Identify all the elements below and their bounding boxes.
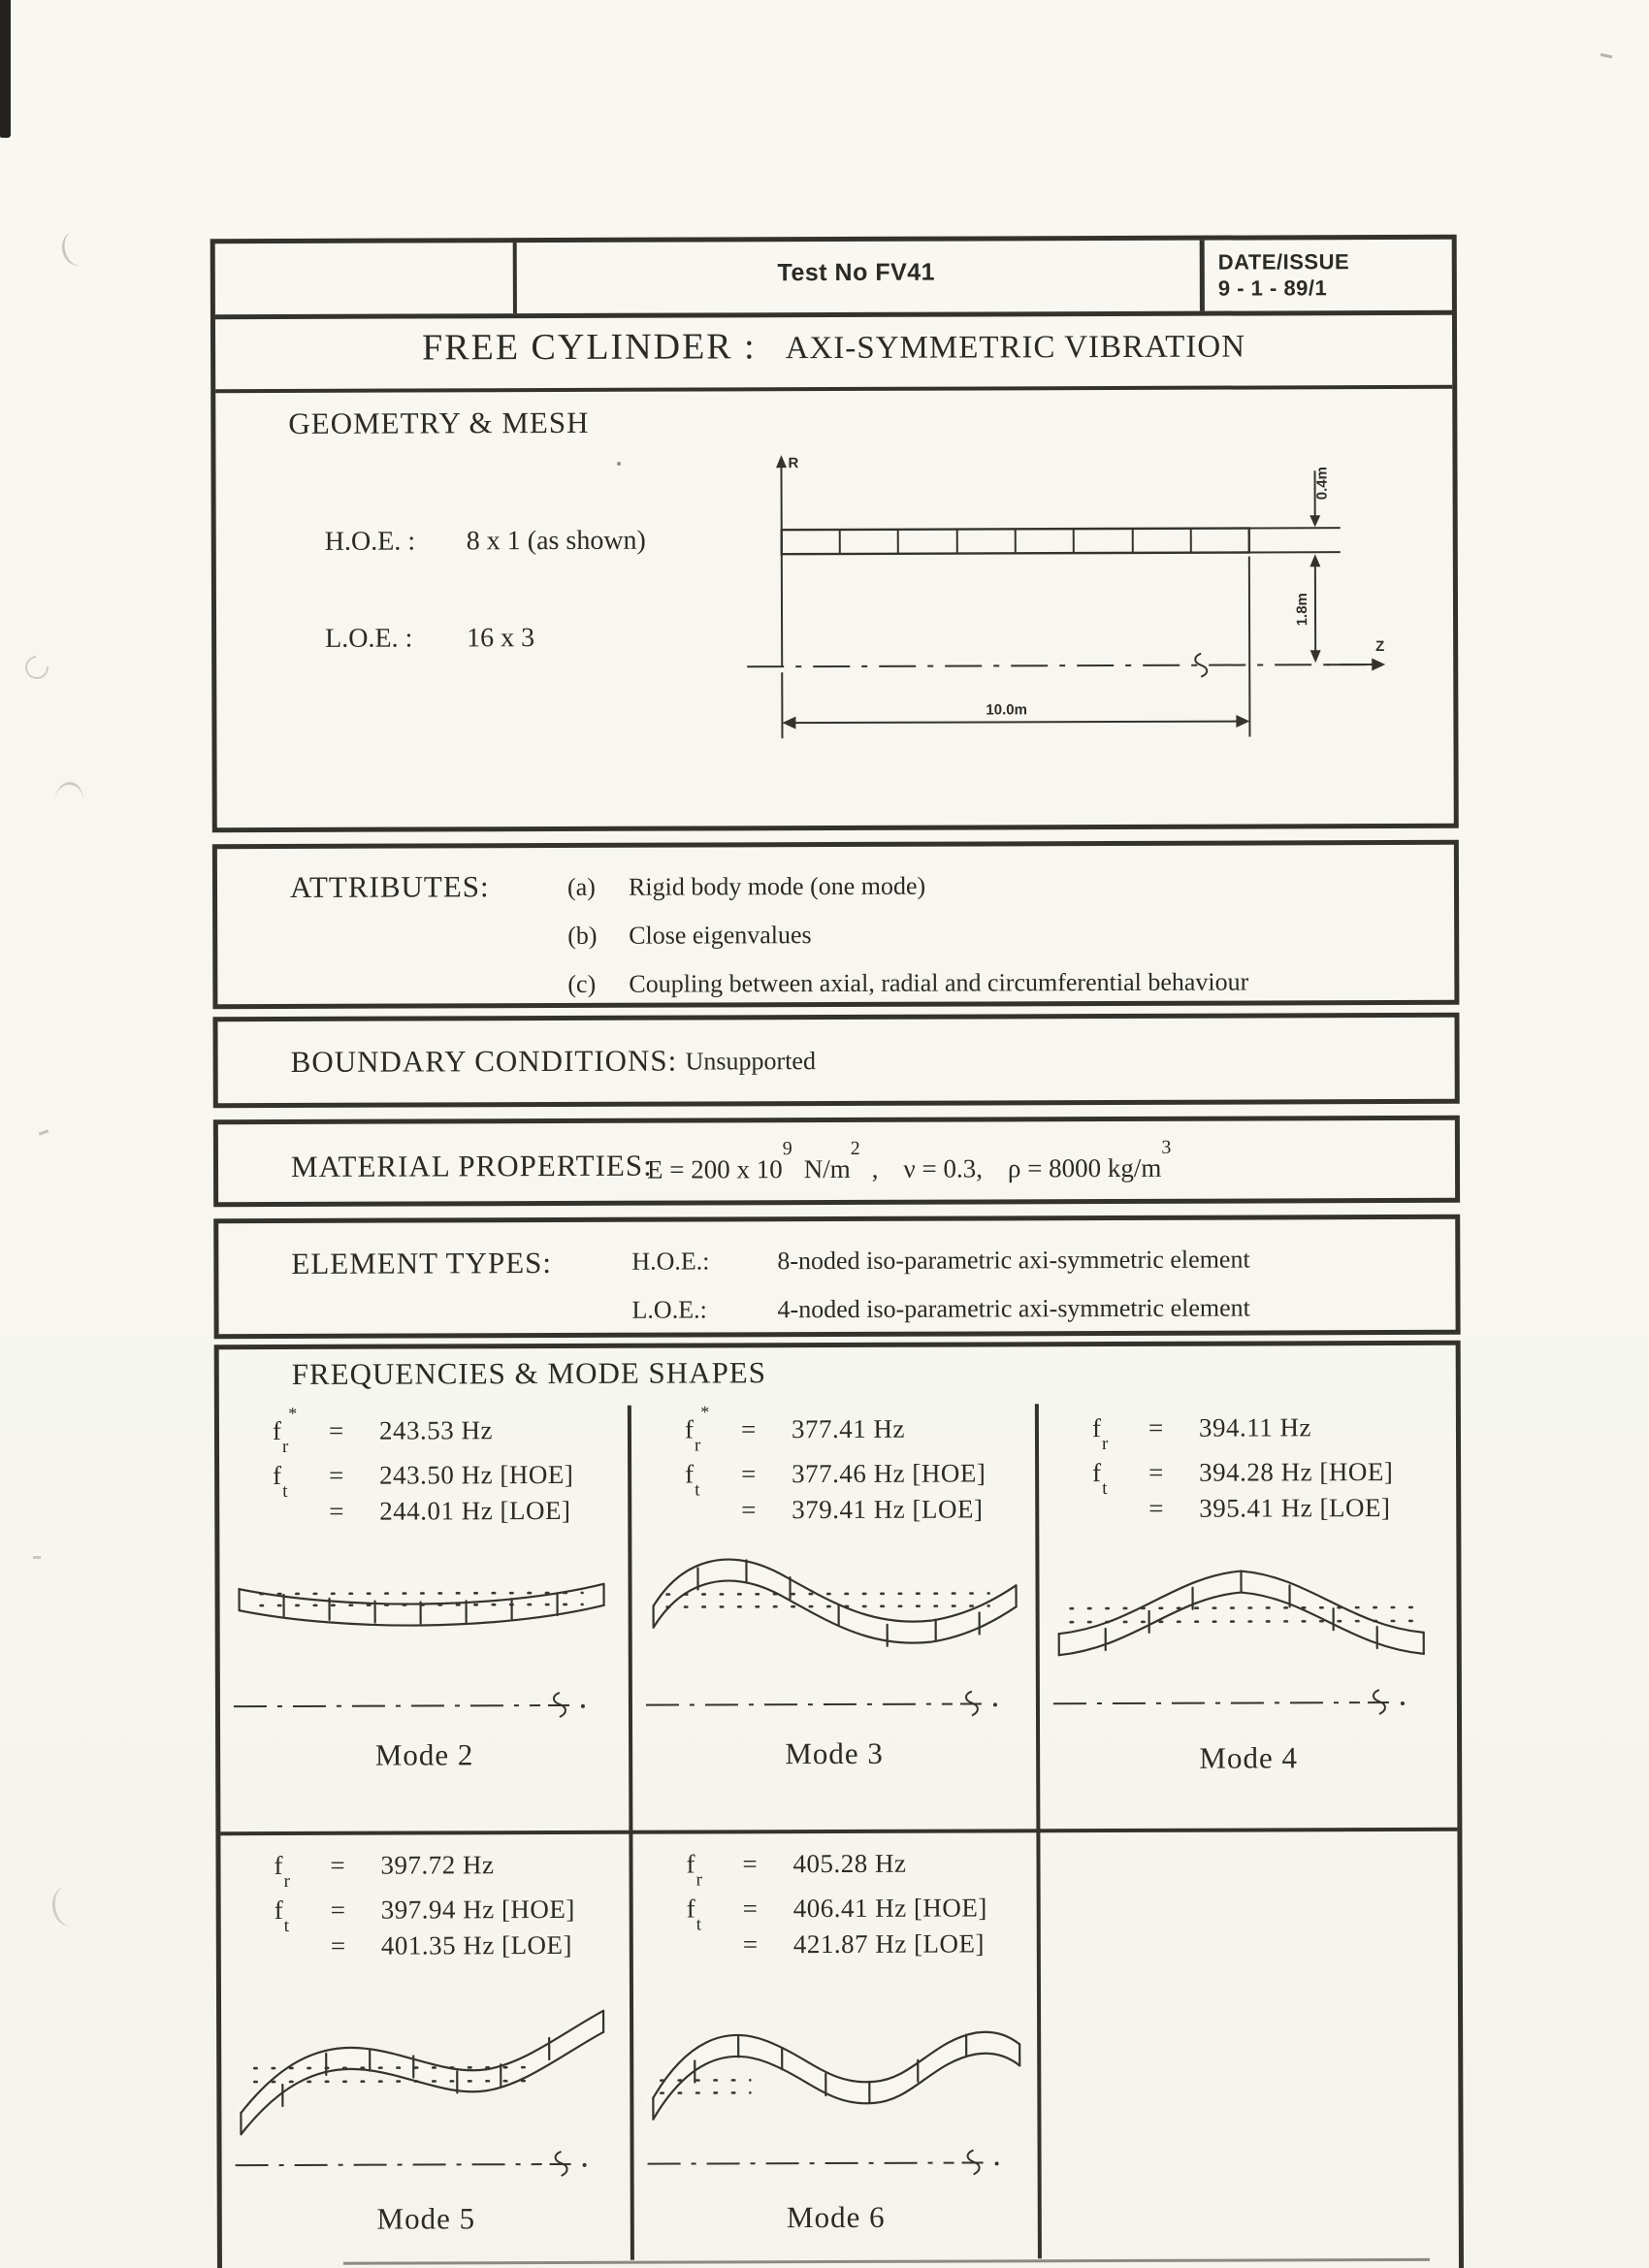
geometry-heading: GEOMETRY & MESH [288, 405, 590, 440]
length-dimension [782, 557, 1250, 739]
ft-hoe-value: 377.46 Hz [HOE] [792, 1458, 986, 1489]
mode-centerline [1053, 1690, 1405, 1715]
ft-loe-value: 379.41 Hz [LOE] [792, 1494, 984, 1525]
mode-6-frequencies: $f_r$ = 405.28 Hz $f_t$ = 406.41 Hz [HOE] = 421.87 Hz [LOE] [686, 1848, 987, 1960]
mode-label: Mode 5 [376, 2201, 476, 2236]
centerline-z-axis [747, 638, 1385, 678]
density: ρ = 8000 kg/m [1007, 1152, 1162, 1183]
boundary-heading: BOUNDARY CONDITIONS: [290, 1043, 678, 1079]
youngs-modulus: E = 200 x 10 [646, 1154, 783, 1184]
mode-cell-4 [1039, 1403, 1458, 1828]
element-row-text: 8-noded iso-parametric axi-symmetric element [777, 1245, 1250, 1276]
loe-value: 16 x 3 [467, 623, 535, 654]
date-issue-cell [1200, 240, 1452, 311]
date-issue-label: DATE/ISSUE [1217, 249, 1350, 275]
test-number: Test No FV41 [777, 258, 936, 287]
section-elements-frame [213, 1215, 1460, 1339]
mode-2-frequencies: $f_r^*$ = 243.53 Hz $f_t$ = 243.50 Hz [HOE] = 244.01 Hz [LOE] [272, 1403, 574, 1526]
title-right: AXI-SYMMETRIC VIBRATION [785, 329, 1246, 367]
section-material-frame [213, 1116, 1460, 1207]
svg-text:1.8m: 1.8m [1293, 593, 1311, 627]
attribute-text: Coupling between axial, radial and circumferential behaviour [629, 967, 1249, 998]
mode-cell-2 [219, 1403, 630, 1831]
mode-3-frequencies: $f_r^*$ = 377.41 Hz $f_t$ = 377.46 Hz [HOE] = 379.41 Hz [LOE] [684, 1402, 986, 1525]
elements-heading: ELEMENT TYPES: [291, 1246, 553, 1280]
title-left: FREE CYLINDER : [422, 326, 757, 369]
svg-text:0.4m: 0.4m [1313, 467, 1331, 501]
ft-loe-value: 421.87 Hz [LOE] [792, 1928, 986, 1960]
element-row-text: 4-noded iso-parametric axi-symmetric element [777, 1293, 1250, 1324]
hoe-label: H.O.E. : [324, 526, 416, 557]
ft-loe-value: 395.41 Hz [LOE] [1199, 1493, 1391, 1523]
geometry-diagram [744, 434, 1414, 770]
attribute-text: Close eigenvalues [629, 921, 812, 950]
ft-loe-value: 401.35 Hz [LOE] [380, 1929, 573, 1960]
radius-dimension [1294, 554, 1321, 663]
attribute-key: (b) [567, 921, 598, 950]
modulus-unit: N/m [803, 1153, 851, 1184]
fr-value: 394.11 Hz [1198, 1412, 1311, 1442]
section-top-frame [210, 235, 1459, 832]
mode-cell-empty [1040, 1831, 1459, 2267]
material-formula [646, 1136, 1172, 1185]
mode-2-shape [227, 1539, 616, 1729]
mode-3-shape [639, 1537, 1028, 1727]
thickness-dimension [1248, 467, 1340, 553]
fr-value: 405.28 Hz [792, 1848, 907, 1879]
fr-value: 377.41 Hz [791, 1413, 905, 1444]
svg-text:10.0m: 10.0m [986, 701, 1027, 719]
svg-text:R: R [788, 455, 799, 472]
ft-hoe-value: 397.94 Hz [HOE] [380, 1894, 575, 1925]
mode-5-frequencies: $f_r$ = 397.72 Hz $f_t$ = 397.94 Hz [HOE] = 401.35 Hz [LOE] [274, 1850, 575, 1960]
boundary-value: Unsupported [685, 1047, 817, 1076]
fr-value: 243.53 Hz [378, 1415, 493, 1445]
mode-centerline [234, 1693, 585, 1718]
attributes-heading: ATTRIBUTES: [289, 869, 490, 904]
title-bottom-rule [215, 385, 1452, 393]
fr-value: 397.72 Hz [380, 1850, 495, 1880]
document-title [215, 323, 1452, 370]
mode-4-frequencies: $f_r$ = 394.11 Hz $f_t$ = 394.28 Hz [HOE] = 395.41 Hz [LOE] [1091, 1412, 1394, 1523]
ft-hoe-value: 394.28 Hz [HOE] [1199, 1456, 1394, 1487]
section-boundary-frame [212, 1013, 1459, 1108]
material-heading: MATERIAL PROPERTIES: [290, 1148, 653, 1183]
mode-label: Mode 2 [374, 1737, 474, 1772]
comma: , [871, 1153, 879, 1183]
exponent: 3 [1161, 1136, 1172, 1158]
element-row-label: H.O.E.: [631, 1247, 710, 1276]
poisson-ratio: ν = 0.3, [903, 1153, 984, 1183]
mode-label: Mode 4 [1199, 1740, 1298, 1775]
ft-hoe-value: 406.41 Hz [HOE] [792, 1893, 987, 1924]
mode-cell-5 [220, 1834, 630, 2268]
date-issue-value: 9 - 1 - 89/1 [1217, 275, 1328, 301]
ft-hoe-value: 243.50 Hz [HOE] [379, 1459, 574, 1490]
frequencies-heading: FREQUENCIES & MODE SHAPES [291, 1355, 767, 1391]
element-row-label: L.O.E.: [631, 1295, 707, 1324]
attribute-key: (a) [566, 872, 596, 901]
hoe-value: 8 x 1 (as shown) [466, 525, 646, 557]
mode-centerline [646, 1691, 997, 1716]
mode-centerline [648, 2150, 999, 2175]
mode-5-shape [229, 1997, 618, 2187]
attribute-text: Rigid body mode (one mode) [628, 871, 926, 901]
ft-loe-value: 244.01 Hz [LOE] [379, 1495, 571, 1526]
mode-label: Mode 3 [785, 1735, 884, 1771]
loe-label: L.O.E. : [325, 623, 413, 654]
mode-4-shape [1047, 1536, 1436, 1726]
section-frequencies-frame [214, 1341, 1464, 2268]
attribute-key: (c) [567, 969, 597, 998]
mode-6-shape [641, 1995, 1030, 2186]
section-attributes-frame [212, 840, 1460, 1009]
mode-centerline [236, 2152, 587, 2177]
mesh-strip [782, 529, 1249, 555]
mode-cell-3 [631, 1404, 1037, 1829]
svg-text:Z: Z [1375, 638, 1385, 656]
exponent: 2 [850, 1137, 860, 1159]
r-axis [776, 455, 799, 666]
mode-cell-6 [632, 1832, 1038, 2268]
mode-label: Mode 6 [786, 2199, 886, 2235]
exponent: 9 [782, 1138, 792, 1160]
header-bottom-rule [215, 310, 1452, 319]
